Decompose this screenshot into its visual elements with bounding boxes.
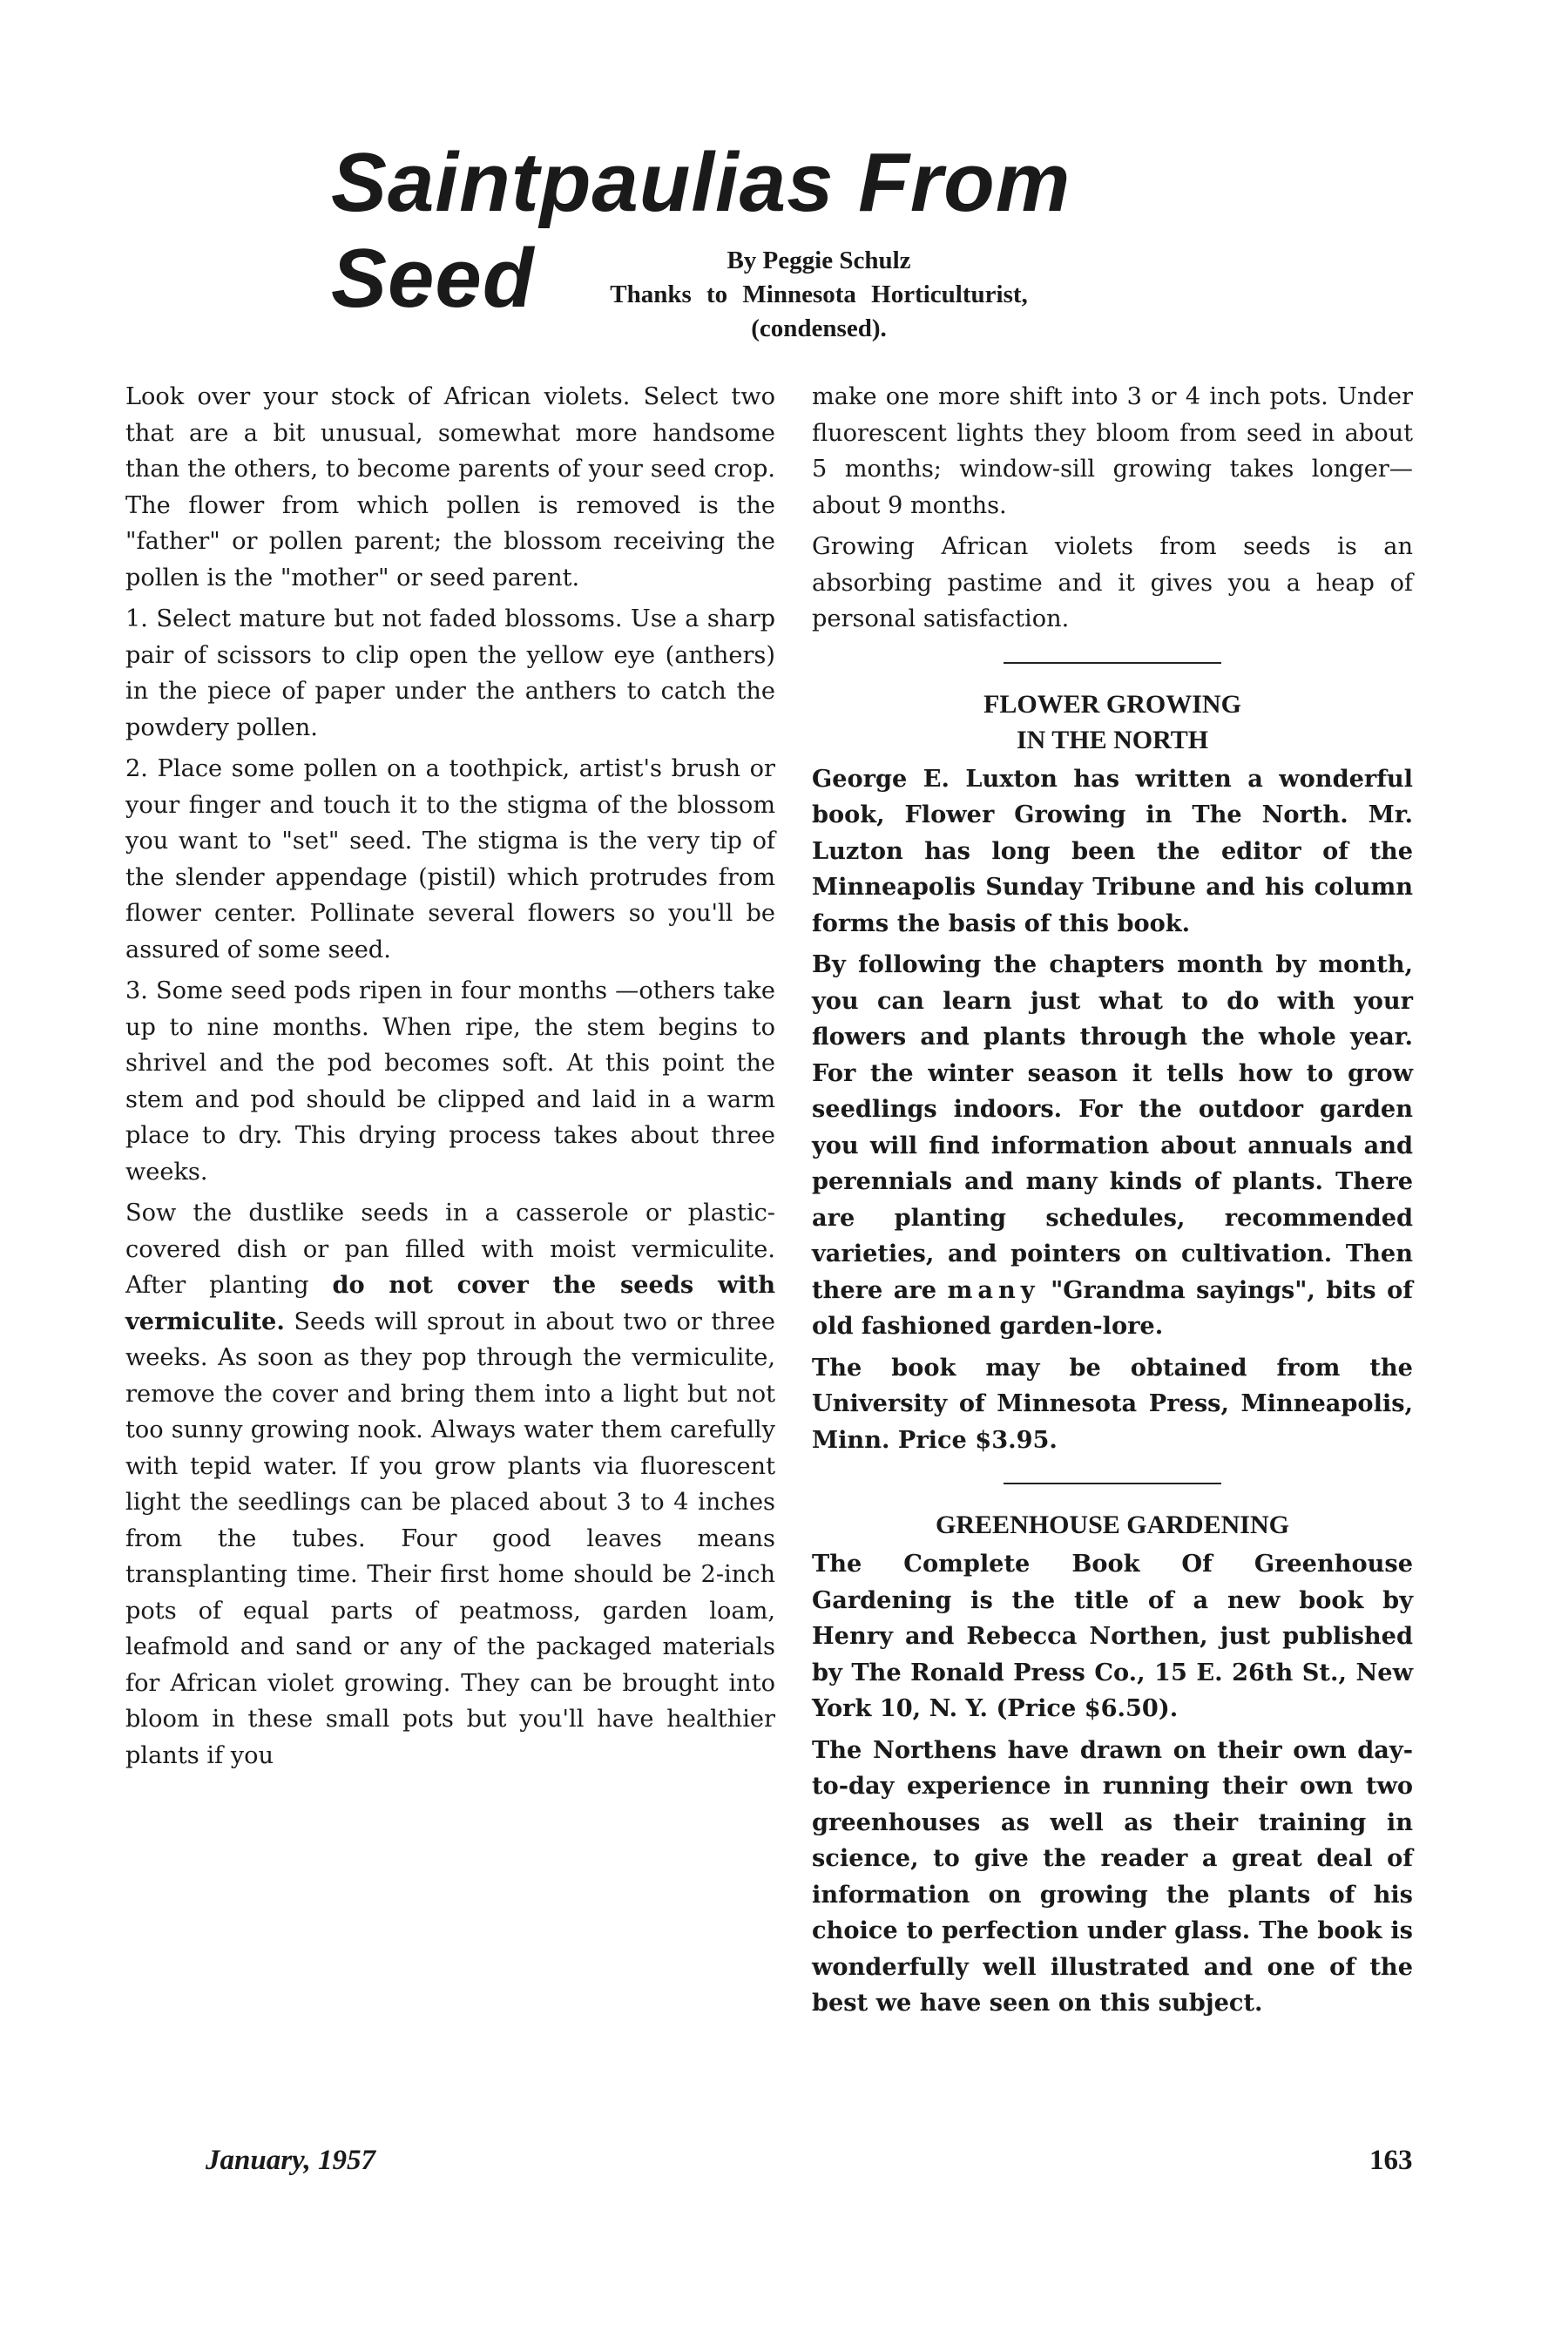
closing-paragraph: Growing African violets from seeds is an absorbing pastime and it gives you a heap of personal satisfaction. — [812, 533, 1413, 632]
condensed-note: (condensed). — [751, 314, 887, 342]
left-column — [125, 379, 775, 1779]
sowing-text-start: Sow the dustlike seeds in a casserole or plastic-covered dish or pan filled with moist vermiculite. After planting — [125, 1200, 775, 1299]
section-divider — [1004, 1483, 1221, 1484]
sowing-text-end: Seeds will sprout in about two or three weeks. As soon as they pop through the vermiculite, remove the cover and bring them into a light but not too sunny growing nook. Always water them carefully with tepid water. If you grow plants via fluorescent light the seedlings can be placed about 3 to 4 inches from the tubes. Four good leaves means transplanting time. Their first home should be 2-inch pots of equal parts of peatmoss, garden loam, leafmold and sand or any of the packaged materials for African violet growing. They can be brought into bloom in these small pots but you'll have healthier plants if you — [125, 1308, 775, 1769]
flower-p2-spaced-word: many — [947, 1275, 1040, 1304]
flower-p2-start: By following the chapters month by month, you can learn just what to do with your flowers and plants through the whole year. For the winter season it tells how to grow seedlings indoors. For the outdoor garden you will find information about annuals and perennials and many kinds of plants. There are planting schedules, recommended varieties, and pointers on cultivation. Then there are — [812, 950, 1413, 1304]
right-column — [812, 379, 1413, 2027]
page-number: 163 — [1369, 2145, 1413, 2176]
issue-date: January, 1957 — [206, 2145, 375, 2176]
flower-heading-line-2: IN THE NORTH — [1016, 725, 1209, 754]
greenhouse-review-paragraph-1: The Complete Book Of Greenhouse Gardening is the title of a new book by Henry and Rebecca Northen, just published by The Ronald Press Co., 15 E. 26th St., New York 10, N. Y. (Price $6.50). — [812, 1550, 1413, 1722]
flower-p2-end: "Grandma sayings", bits of old fashioned garden-lore. — [812, 1275, 1413, 1340]
greenhouse-gardening-heading: GREENHOUSE GARDENING — [936, 1511, 1289, 1539]
byline-block — [488, 244, 1150, 346]
sowing-paragraph — [125, 1195, 775, 1774]
article-title: Saintpaulias From Seed — [331, 136, 1071, 325]
step-3-paragraph: 3. Some seed pods ripen in four months —others take up to nine months. When ripe, the stem begins to shrivel and the pod becomes soft. At this point the stem and pod should be clipped and laid in a warm place to dry. This drying process takes about three weeks. — [125, 977, 775, 1186]
step-2-paragraph: 2. Place some pollen on a toothpick, artist's brush or your finger and touch it to the stigma of the blossom you want to "set" seed. The stigma is the very tip of the slender appendage (pistil) which protrudes from flower center. Pollinate several flowers so you'll be assured of some seed. — [125, 755, 775, 963]
flower-review-paragraph-2 — [812, 947, 1413, 1345]
flower-growing-heading — [812, 686, 1413, 758]
greenhouse-review-paragraph-2: The Northens have drawn on their own day-to-day experience in running their own two greenhouses as well as their training in science, to give the reader a great deal of information on growing the plants of his choice to perfection under glass. The book is wonderfully well illustrated and one of the best we have seen on this subject. — [812, 1735, 1413, 2017]
intro-paragraph: Look over your stock of African violets. Select two that are a bit unusual, somewhat more handsome than the others, to become parents of your seed crop. The flower from which pollen is removed is the "father" or pollen parent; the blossom receiving the pollen is the "mother" or seed parent. — [125, 383, 775, 591]
step-1-paragraph: 1. Select mature but not faded blossoms. Use a sharp pair of scissors to clip open the yellow eye (anthers) in the piece of paper under the anthers to catch the powdery pollen. — [125, 605, 775, 741]
sowing-emphasis: do not cover the seeds with vermiculite. — [125, 1271, 775, 1335]
source-credit: Thanks to Minnesota Horticulturist, — [610, 280, 1028, 308]
flower-review-paragraph-1: George E. Luxton has written a wonderful book, Flower Growing in The North. Mr. Luzton has long been the editor of the Minneapolis Sunday Tribune and his column forms the basis of this book. — [812, 764, 1413, 937]
flower-review-paragraph-3: The book may be obtained from the University of Minnesota Press, Minneapolis, Minn. Price $3.95. — [812, 1353, 1413, 1454]
continuation-paragraph: make one more shift into 3 or 4 inch pots. Under fluorescent lights they bloom from seed in about 5 months; window-sill growing takes longer—about 9 months. — [812, 383, 1413, 519]
author-line: By Peggie Schulz — [727, 247, 911, 274]
flower-heading-line-1: FLOWER GROWING — [983, 689, 1241, 719]
section-divider — [1004, 662, 1221, 664]
